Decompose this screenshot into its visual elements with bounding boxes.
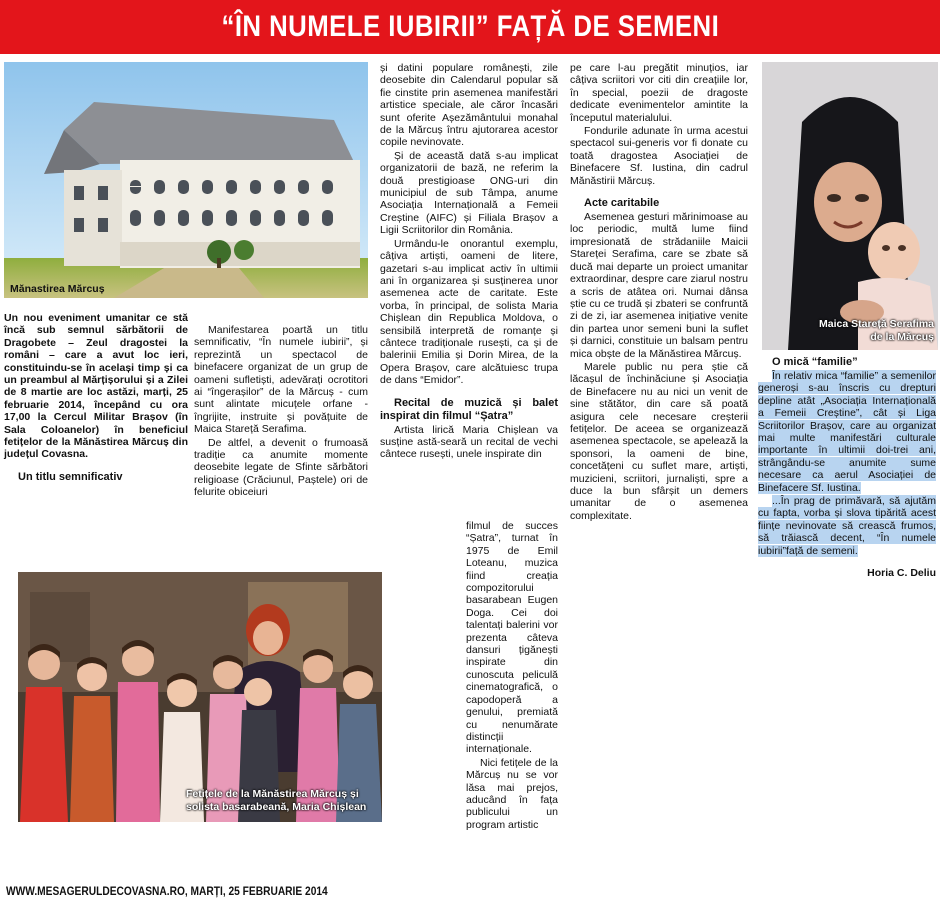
subhead-charitable-acts: Acte caritabile: [584, 197, 660, 210]
girls-caption-line-2: solista basarabeană, Maria Chișlean: [186, 801, 367, 814]
subhead-small-family: O mică “familie”: [772, 356, 858, 368]
column-4: [570, 62, 748, 523]
subhead-significant-title: Un titlu semnificativ: [18, 470, 123, 483]
col4-paragraph-2: Fondurile adunate în urma acestui spectacol sui-generis vor fi donate cu toată dragostea Asociației de Binefacere Sf. Iustina, din cadrul Mănăstirii Mărcuș.: [570, 125, 748, 187]
column-2: [194, 324, 368, 500]
col2-paragraph-1: Manifestarea poartă un titlu semnificativ, “În numele iubirii”, și reprezintă un spectacol de binefacere organizat de un grup de oameni sufletiști, adevărați ocrotitori ai “îngerașilor” de la Mărcuș - cum sunt alintate micuțele orfane - îngrijite, instruite și povățuite de Maica Stareță Serafima.: [194, 324, 368, 436]
footer-site-date: WWW.MESAGERULDECOVASNA.RO, MARȚI, 25 FEBRUARIE 2014: [6, 884, 328, 898]
girls-photo: [18, 572, 382, 822]
headline-banner: [0, 0, 940, 54]
col3b-paragraph-2: Nici fetițele de la Mărcuș nu se vor lăsa mai prejos, aducând în fața publicului un program artistic: [466, 756, 558, 831]
abbess-caption-line-2: de la Mărcuș: [870, 331, 934, 344]
author-byline: Horia C. Deliu: [867, 567, 936, 580]
lead-paragraph: Un nou eveniment umanitar ce stă încă sub semnul sărbătorii de Dragobete – Zeul dragostei la români – care a avut loc ieri, constituindu-se în același timp și ca un preambul al Mărțișorului și a Zilei de 8 martie are loc astăzi, marți, 25 februarie 2014, începând cu ora 17,00 la Cercul Militar Brașov (în Sala Coloanelor) în beneficiul fetițelor de la Mănăstirea Mărcuș din județul Covasna.: [4, 312, 188, 461]
highlighted-text-1: În relativ mica “familie” a semenilor generoși s-au înscris cu drepturi depline atât „Asociația Internațională a Femeii Creștine”, cât și Liga Scriitorilor Brașov, care au organizat mai multe manifestări culturale importante în ultimii doi-trei ani, strângându-se anumite sume necesare ca aerul Asociației de Binefacere Sf. Iustina.: [758, 370, 936, 494]
column-1: [4, 312, 188, 485]
column-5: [758, 356, 936, 581]
column-3: [380, 62, 558, 462]
col4-paragraph-4: Marele public nu pera știe că lăcașul de închinăciune și Asociația de Binefacere nu au nici un venit de sine stătător, din care să poată asigura cele necesare creșterii fetițelor. De aceea se organizează asemenea spectacole, se apelează la sponsori, la oameni de bine, concetățeni cu suflet mare, artiști, muzicieni, scriitori, jurnaliști, spre a duce la bun sfârșit un demers umanitar de o asemenea complexitate.: [570, 360, 748, 522]
headline: “ÎN NUMELE IUBIRII” FAȚĂ DE SEMENI: [221, 10, 719, 43]
girls-caption-line-1: Fetițele de la Mănăstirea Mărcuș și: [186, 788, 359, 800]
abbess-caption-line-1: Maica Stareță Serafima: [819, 318, 934, 330]
abbess-photo: [762, 62, 938, 350]
column-3b: [466, 520, 558, 832]
subhead-recital: Recital de muzică și balet inspirat din filmul “Șatra”: [380, 396, 558, 422]
col3-paragraph-4: Artista lirică Maria Chișlean va susține astă-seară un recital de vechi cântece rusești, unele inspirate din: [380, 423, 558, 461]
highlighted-text-2: ...În prag de primăvară, să ajutăm cu fapta, vorba și slova tipărită acest ființe nevinovate să crească frumos, să trăiască decent, “În numele iubirii”față de semeni.: [758, 495, 936, 557]
col2-paragraph-2: De altfel, a devenit o frumoasă tradiție ca anumite momente deosebite legate de Sfinte sărbători religioase (Crăciunul, Paștele) ori de felurite obiceiuri: [194, 436, 368, 499]
girls-caption: [186, 788, 366, 814]
monastery-caption: Mănastirea Mărcuș: [10, 283, 105, 295]
col3-paragraph-3: Urmându-le onorantul exemplu, câțiva artiști, oameni de litere, gazetari s-au implicat activ în ultimii ani în organizarea și susținerea unor asemenea acte de caritate. Este vorba, în principal, de solista Maria Chișlean din Republica Moldova, o sensibilă interpretă de romanțe și cântece tradiționale rusești, ca și de balerinii Emilia și Dorin Mirea, de la Opera Brașov, care alcătuiesc trupa de dans “Emidor”.: [380, 237, 558, 387]
col4-paragraph-1: pe care l-au pregătit minuțios, iar câțiva scriitori vor citi din creațiile lor, în special, poezii de dragoste dedicate evenimentelor amintite la începutul materialului.: [570, 62, 748, 124]
col3b-paragraph-1: filmul de succes “Șatra”, turnat în 1975 de Emil Loteanu, muzica fiind creația compozitorului basarabean Eugen Doga. Cei doi talentați balerini vor prezenta câteva dansuri țigănești inspirate din cunoscuta peliculă cinematografică, o capodoperă a genului, premiată cu nenumărate distincții internaționale.: [466, 520, 558, 756]
monastery-photo: [4, 62, 368, 298]
col3-paragraph-2: Și de această dată s-au implicat organizatorii de bază, ne referim la două prestigioase ONG-uri din municipiul de sub Tâmpa, anume Asociația Internațională a Femeii Creștine (AIFC) și Filiala Brașov a Ligii Scriitorilor din România.: [380, 149, 558, 237]
col4-paragraph-3: Asemenea gesturi mărinimoase au loc periodic, multă lume fiind impresionată de strădaniile Maicii Stareței Serafima, care se zbate să ducă mai departe un proiect umanitar extraordinar, despre care ziarul nostru a scris de atâtea ori. Numai dânsa știe cu ce trudă și zbateri se confruntă zi de zi, iar asemenea inițiative venite din partea unor semeni buni la suflet și darnici, constituie un balsam pentru mica obște de la Mănăstirea Mărcuș.: [570, 211, 748, 360]
abbess-caption: [790, 318, 934, 344]
col5-paragraph-2: [758, 495, 936, 557]
col3-paragraph-1: și datini populare românești, zile deosebite din Calendarul popular să fie cinstite prin asemenea manifestări artistice speciale, ale căror încasări sunt oferite Așezământului monahal de la Mărcuș întru ajutorarea acestor copile nevinovate.: [380, 62, 558, 149]
col5-paragraph-1: [758, 370, 936, 494]
